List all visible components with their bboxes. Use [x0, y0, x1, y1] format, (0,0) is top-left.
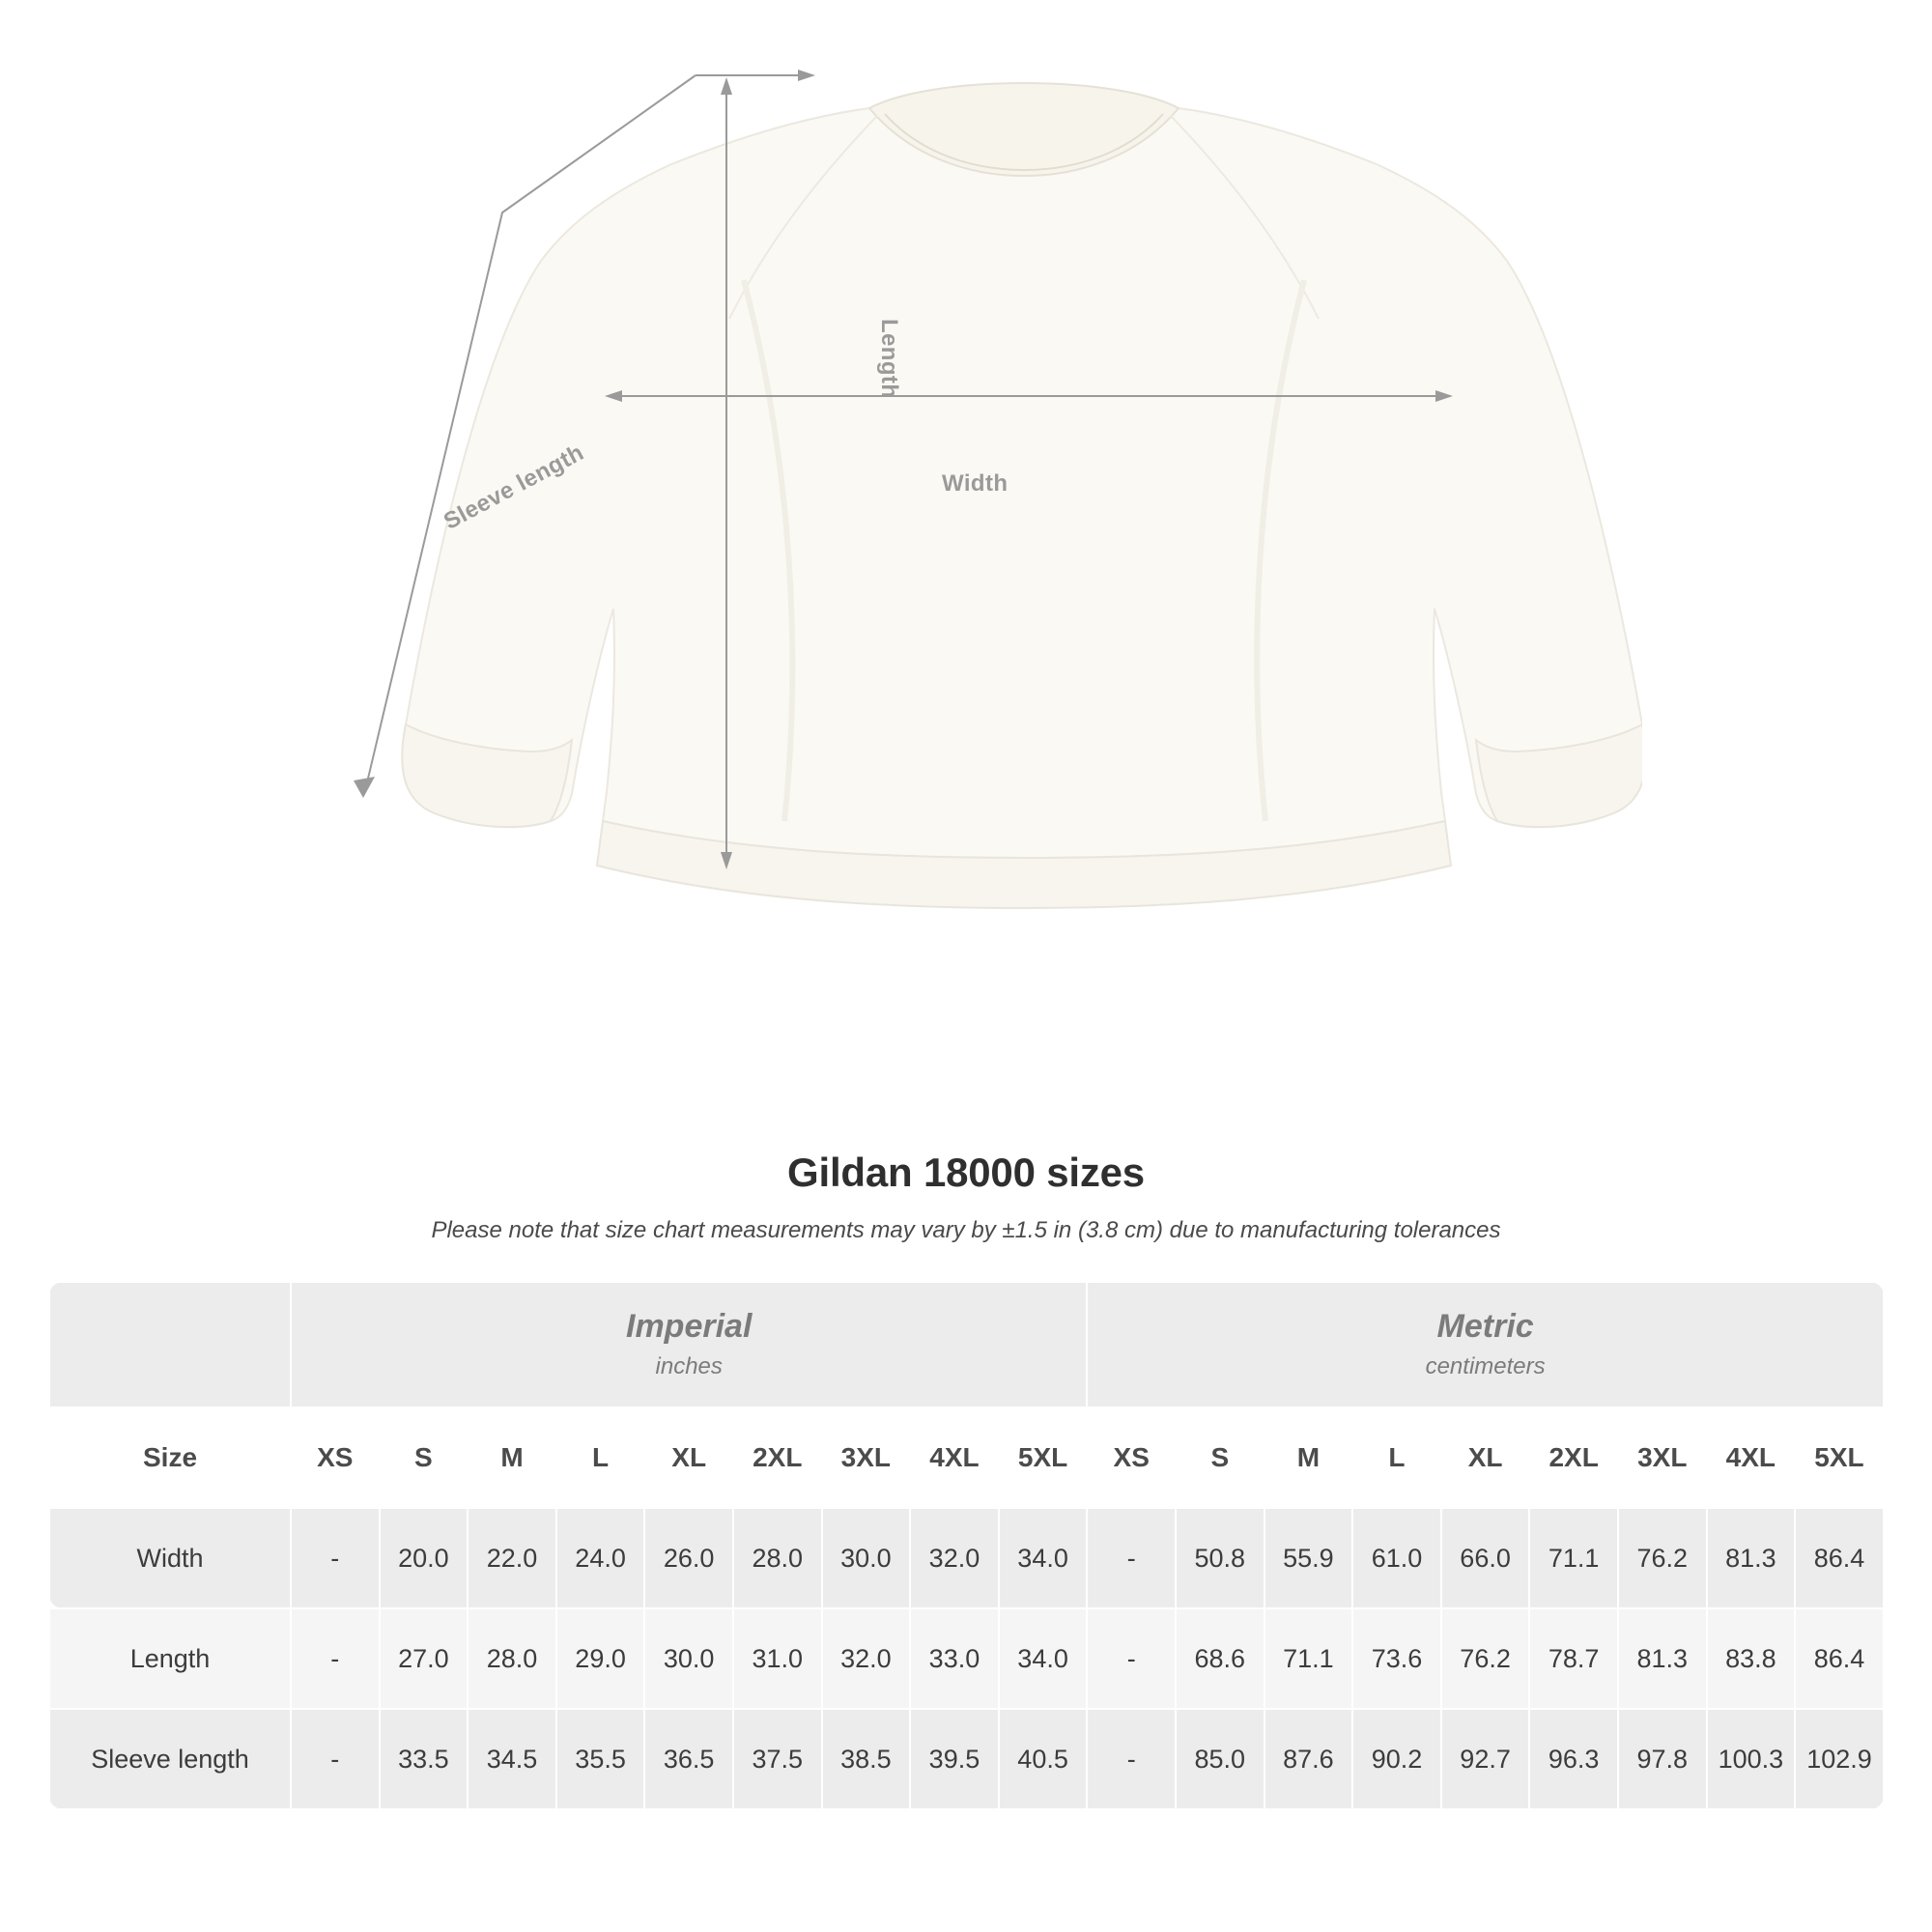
size-column-header: XL [644, 1407, 733, 1508]
cell: 66.0 [1441, 1508, 1530, 1608]
imperial-group-name: Imperial [626, 1308, 753, 1346]
cell: 76.2 [1441, 1608, 1530, 1709]
length-label: Length [876, 319, 902, 399]
size-column-header: XS [291, 1407, 380, 1508]
metric-group-name: Metric [1436, 1308, 1534, 1346]
size-column-header: XL [1441, 1407, 1530, 1508]
cell: 37.5 [733, 1709, 822, 1809]
metric-group-header [1087, 1282, 1883, 1407]
cell: - [1087, 1608, 1176, 1709]
cell: 28.0 [468, 1608, 556, 1709]
cell: - [291, 1709, 380, 1809]
cell: 87.6 [1264, 1709, 1353, 1809]
cell: 40.5 [999, 1709, 1088, 1809]
width-label: Width [942, 470, 1009, 497]
size-header-label: Size [49, 1407, 291, 1508]
cell: 34.0 [999, 1608, 1088, 1709]
size-column-header: 2XL [1529, 1407, 1618, 1508]
sweatshirt-diagram [290, 58, 1642, 1140]
cell: 90.2 [1352, 1709, 1441, 1809]
cell: 38.5 [822, 1709, 911, 1809]
table-row [49, 1508, 1884, 1608]
sweatshirt-shape [402, 83, 1642, 908]
table-row [49, 1608, 1884, 1709]
cell: 50.8 [1176, 1508, 1264, 1608]
size-chart-table-wrapper [48, 1281, 1884, 1810]
cell: 39.5 [910, 1709, 999, 1809]
cell: 71.1 [1529, 1508, 1618, 1608]
row-label-width: Width [49, 1508, 291, 1608]
cell: 71.1 [1264, 1608, 1353, 1709]
size-column-header: M [1264, 1407, 1353, 1508]
cell: 92.7 [1441, 1709, 1530, 1809]
cell: 32.0 [910, 1508, 999, 1608]
cell: - [291, 1508, 380, 1608]
size-column-header: 5XL [999, 1407, 1088, 1508]
cell: 26.0 [644, 1508, 733, 1608]
cell: 24.0 [556, 1508, 645, 1608]
cell: 34.5 [468, 1709, 556, 1809]
size-column-header: 4XL [910, 1407, 999, 1508]
cell: 36.5 [644, 1709, 733, 1809]
cell: - [1087, 1709, 1176, 1809]
cell: 33.5 [380, 1709, 469, 1809]
cell: 96.3 [1529, 1709, 1618, 1809]
cell: 100.3 [1707, 1709, 1796, 1809]
row-label-length: Length [49, 1608, 291, 1709]
tolerance-note: Please note that size chart measurements may vary by ±1.5 in (3.8 cm) due to manufacturing tolerances [431, 1217, 1501, 1243]
cell: 31.0 [733, 1608, 822, 1709]
cell: 83.8 [1707, 1608, 1796, 1709]
size-column-header: 4XL [1707, 1407, 1796, 1508]
cell: 22.0 [468, 1508, 556, 1608]
size-column-header: 3XL [1618, 1407, 1707, 1508]
cell: 73.6 [1352, 1608, 1441, 1709]
cell: 28.0 [733, 1508, 822, 1608]
size-column-header: 2XL [733, 1407, 822, 1508]
cell: 35.5 [556, 1709, 645, 1809]
cell: 27.0 [380, 1608, 469, 1709]
cell: 97.8 [1618, 1709, 1707, 1809]
cell: 78.7 [1529, 1608, 1618, 1709]
size-chart-table [48, 1281, 1885, 1810]
size-column-header: L [556, 1407, 645, 1508]
cell: 29.0 [556, 1608, 645, 1709]
title-block [0, 1150, 1932, 1244]
corner-cell [49, 1282, 291, 1407]
cell: 81.3 [1707, 1508, 1796, 1608]
imperial-group-header [291, 1282, 1087, 1407]
metric-group-units: centimeters [1425, 1352, 1546, 1379]
cell: 32.0 [822, 1608, 911, 1709]
imperial-group-units: inches [655, 1352, 723, 1379]
size-column-header: S [1176, 1407, 1264, 1508]
cell: - [291, 1608, 380, 1709]
cell: 85.0 [1176, 1709, 1264, 1809]
size-column-header: L [1352, 1407, 1441, 1508]
cell: 86.4 [1795, 1508, 1884, 1608]
unit-group-row [49, 1282, 1884, 1407]
cell: 102.9 [1795, 1709, 1884, 1809]
cell: 20.0 [380, 1508, 469, 1608]
cell: 33.0 [910, 1608, 999, 1709]
row-label-sleeve-length: Sleeve length [49, 1709, 291, 1809]
cell: - [1087, 1508, 1176, 1608]
sleeve-length-label: Sleeve length [440, 439, 588, 535]
size-column-header: 3XL [822, 1407, 911, 1508]
cell: 30.0 [644, 1608, 733, 1709]
page-title: Gildan 18000 sizes [787, 1150, 1145, 1195]
size-column-header: S [380, 1407, 469, 1508]
cell: 81.3 [1618, 1608, 1707, 1709]
cell: 30.0 [822, 1508, 911, 1608]
size-header-row [49, 1407, 1884, 1508]
size-column-header: 5XL [1795, 1407, 1884, 1508]
size-column-header: M [468, 1407, 556, 1508]
cell: 61.0 [1352, 1508, 1441, 1608]
cell: 68.6 [1176, 1608, 1264, 1709]
cell: 76.2 [1618, 1508, 1707, 1608]
cell: 86.4 [1795, 1608, 1884, 1709]
table-row [49, 1709, 1884, 1809]
size-column-header: XS [1087, 1407, 1176, 1508]
cell: 34.0 [999, 1508, 1088, 1608]
cell: 55.9 [1264, 1508, 1353, 1608]
